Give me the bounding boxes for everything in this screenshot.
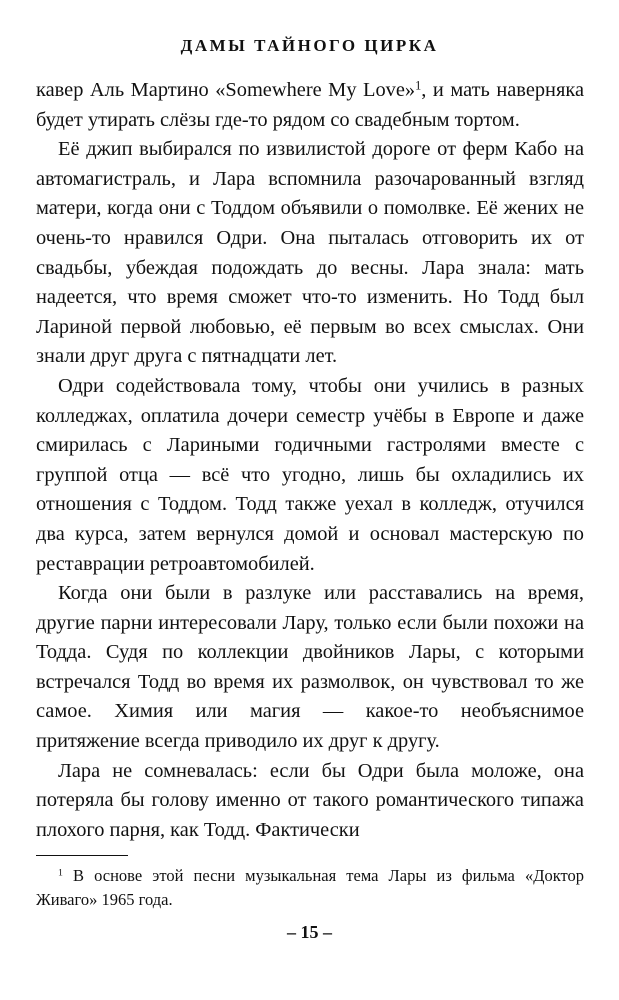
- paragraph-1: [36, 76, 584, 135]
- footnote: [36, 864, 584, 912]
- paragraph-3: Одри содействовала тому, чтобы они учились в разных колледжах, оплатила дочери семестр учёбы в Европе и даже смирилась с Лариными годичными гастролями вместе с группой отца — всё что угодно, лишь бы охладились их отношения с Тоддом. Тодд также уехал в колледж, отучился два курса, затем вернулся домой и основал мастерскую по реставрации ретроавтомобилей.: [36, 374, 584, 575]
- paragraph-4: Когда они были в разлуке или расставались на время, другие парни интересовали Лару, только если были похожи на Тодда. Судя по коллекции двойников Лары, с которыми встречался Тодд во время их размолвок, он чувствовал то же самое. Химия или магия — какое-то необъяснимое притяжение всегда приводило их друг к другу.: [36, 582, 584, 753]
- paragraph-2: Её джип выбирался по извилистой дороге от ферм Кабо на автомагистраль, и Лара вспомнила разочарованный взгляд матери, когда они с Тоддом объявили о помолвке. Её жених не очень-то нравился Одри. Она пыталась отговорить их от свадьбы, убеждая подождать до весны. Лара знала: мать надеется, что время сможет что-то изменить. Но Тодд был Лариной первой любовью, её первым во всех смыслах. Они знали друг друга с пятнадцати лет.: [36, 138, 584, 368]
- body-text: [36, 76, 584, 845]
- paragraph-5: Лара не сомневалась: если бы Одри была моложе, она потеряла бы голову именно от такого романтического типажа плохого парня, как Тодд. Фактически: [36, 759, 584, 841]
- footnote-divider: [36, 855, 128, 856]
- paragraph-1-text-before: кавер Аль Мартино «Somewhere My Love»: [36, 79, 416, 101]
- page-number: – 15 –: [287, 922, 332, 942]
- footnote-marker: 1: [58, 867, 63, 879]
- running-title: ДАМЫ ТАЙНОГО ЦИРКА: [180, 36, 439, 55]
- footnote-text: В основе этой песни музыкальная тема Лары из фильма «Доктор Живаго» 1965 года.: [36, 866, 584, 909]
- footnote-reference: 1: [415, 78, 422, 93]
- paragraph-1-text-after: , и мать наверняка будет утирать слёзы где-то рядом со свадебным тортом.: [36, 79, 584, 131]
